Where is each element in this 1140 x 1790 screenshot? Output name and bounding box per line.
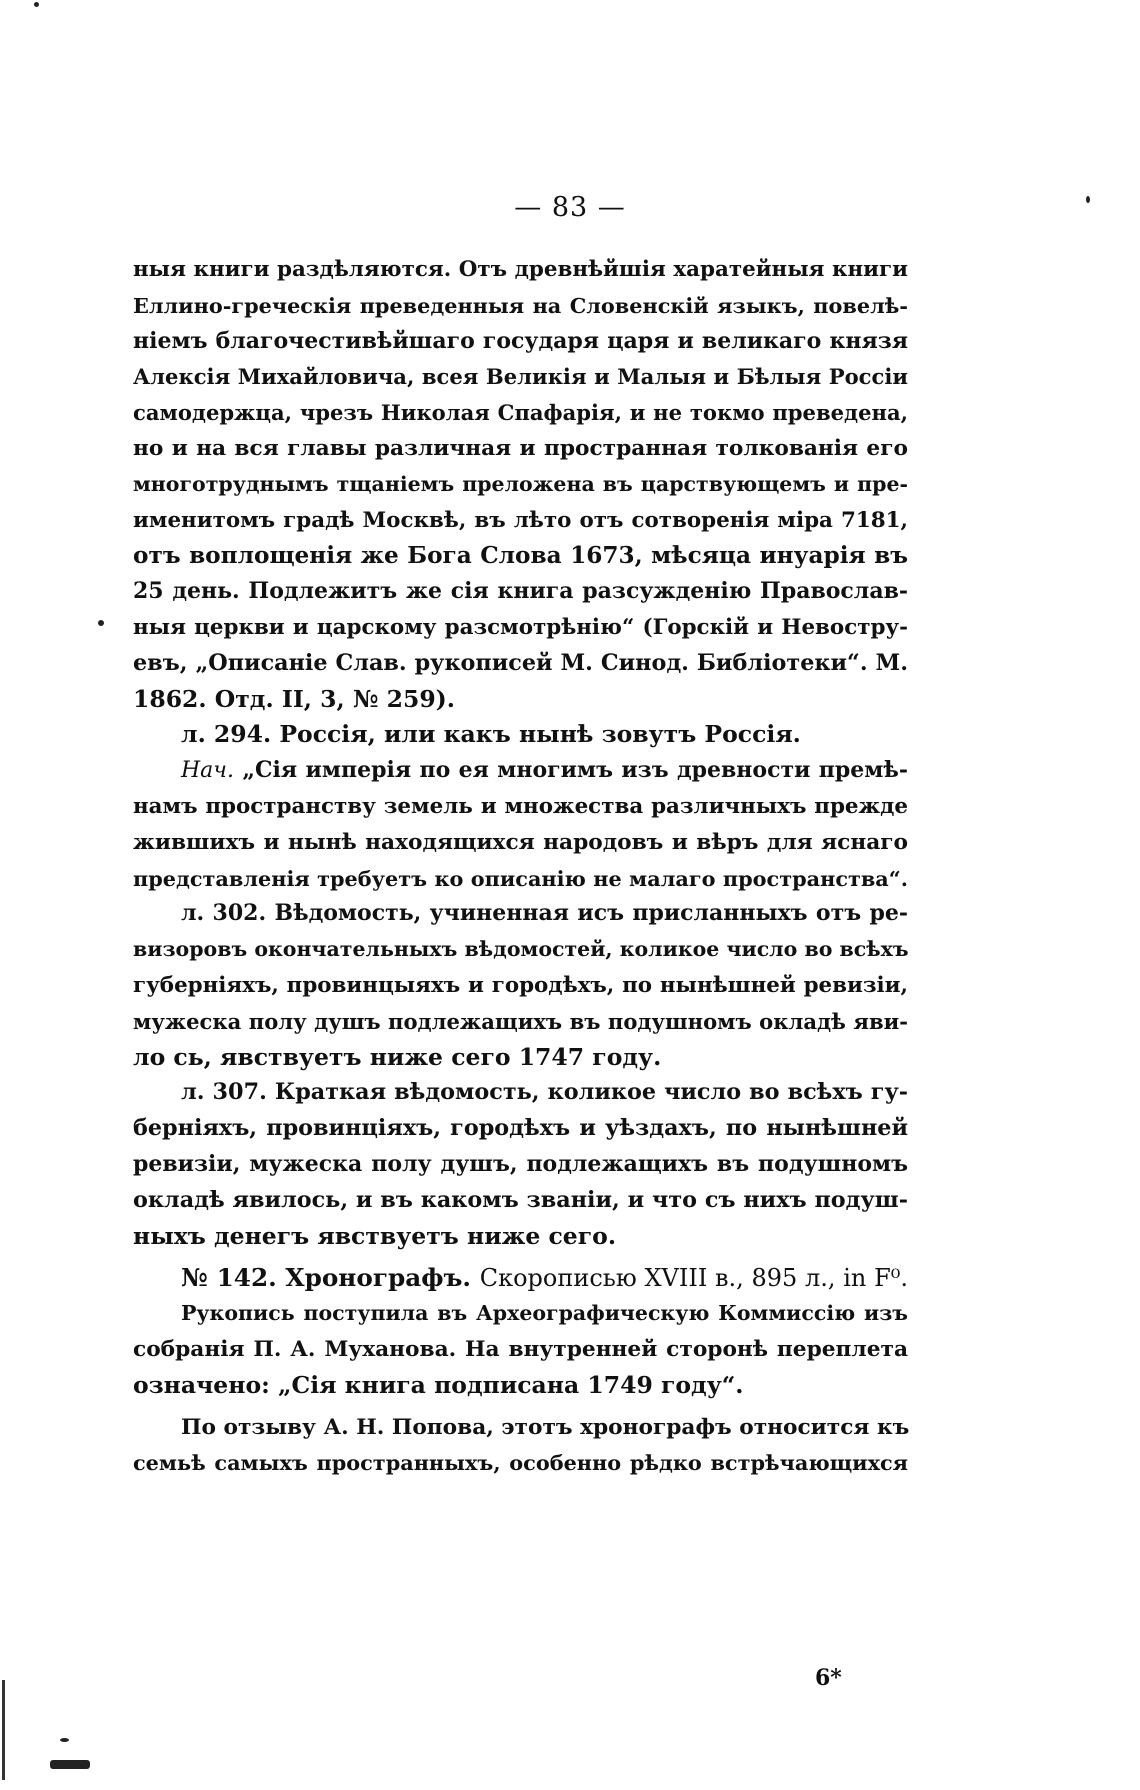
text-line: многотруднымъ тщаніемъ преложена въ царствующемъ и пре- (133, 471, 908, 496)
scan-speck (1086, 196, 1090, 203)
text-line: 1862. Отд. II, 3, № 259). (133, 684, 455, 713)
text-line: Еллино-греческія преведенныя на Словенскій языкъ, повелѣ- (133, 292, 908, 318)
scan-speck (60, 1738, 69, 1742)
text-line: губерніяхъ, провинцыяхъ и городѣхъ, по нынѣшней ревизіи, (133, 972, 908, 998)
text-line: намъ пространству земель и множества различныхъ прежде (133, 793, 908, 819)
text-line: ныя книги раздѣляются. Отъ древнѣйшія харатейныя книги (133, 257, 908, 282)
text-line: семьѣ самыхъ пространныхъ, особенно рѣдко встрѣчающихся (133, 1450, 908, 1476)
page-number: — 83 — (514, 192, 626, 223)
text-line: Алексія Михайловича, всея Великія и Малыя и Бѣлыя Россіи (133, 364, 908, 390)
text-line: л. 302. Вѣдомость, учиненная исъ присланныхъ отъ ре- (181, 900, 908, 927)
entry-heading (133, 1260, 908, 1296)
text-line: ревизіи, мужеска полу душъ, подлежащихъ въ подушномъ (133, 1150, 908, 1177)
text-line: л. 307. Краткая вѣдомость, коликое число во всѣхъ гу- (181, 1079, 908, 1106)
signature-mark: 6* (815, 1665, 842, 1691)
text-line: евъ, „Описаніе Слав. рукописей М. Синод. Библіотеки“. М. (133, 649, 908, 676)
text-line: именитомъ градѣ Москвѣ, въ лѣто отъ сотворенія міра 7181, (133, 507, 908, 533)
scan-edge-mark (2, 1680, 5, 1780)
nach-label: Нач. (181, 758, 234, 784)
text-line: визоровъ окончательныхъ вѣдомостей, коликое число во всѣхъ (133, 937, 909, 962)
text-line: представленія требуетъ ко описанію не малаго пространства“. (133, 865, 908, 891)
scan-speck (34, 2, 39, 7)
entry-title: Хронографъ. (285, 1263, 472, 1293)
text-line: окладѣ явилось, и въ какомъ званіи, и что съ нихъ подуш- (133, 1186, 908, 1213)
text-line: означено: „Сія книга подписана 1749 году“. (133, 1370, 744, 1399)
text-line: самодержца, чрезъ Николая Спафарія, и не токмо преведена, (133, 400, 908, 426)
text-line: По отзыву А. Н. Попова, этотъ хронографъ относится къ (181, 1414, 910, 1440)
text-line: 25 день. Подлежитъ же сія книга разсужденію Православ- (133, 578, 908, 605)
text-line: берніяхъ, провинціяхъ, городѣхъ и уѣздахъ, по нынѣшней (133, 1115, 908, 1142)
text-line: Рукопись поступила въ Археографическую Коммиссію изъ (181, 1301, 908, 1326)
nach-quote: „Сія имперія по ея многимъ изъ древности премѣ- (242, 757, 909, 784)
entry-number: № 142. (181, 1263, 277, 1293)
text-line: жившихъ и нынѣ находящихся народовъ и вѣръ для яснаго (133, 829, 908, 855)
text-line: ныхъ денегъ явствуетъ ниже сего. (133, 1221, 617, 1250)
text-line: ло сь, явствуетъ ниже сего 1747 году. (133, 1042, 662, 1071)
text-line: отъ воплощенія же Бога Слова 1673, мѣсяца инуарія въ (133, 542, 908, 570)
scan-speck (50, 1760, 90, 1769)
text-line: собранія П. А. Муханова. На внутренней сторонѣ переплета (133, 1336, 908, 1362)
text-line: ніемъ благочестивѣйшаго государя царя и великаго князя (133, 327, 908, 354)
main-text (133, 252, 908, 1481)
text-line: ныя церкви и царскому разсмотрѣнію“ (Горскій и Невостру- (133, 614, 908, 640)
text-line: мужеска полу душъ подлежащихъ въ подушномъ окладѣ яви- (133, 1008, 908, 1034)
text-line (133, 753, 908, 789)
scan-speck (98, 620, 104, 626)
text-line: л. 294. Россія, или какъ нынѣ зовутъ Россія. (181, 720, 801, 749)
text-line: но и на вся главы различная и пространная толкованія его (133, 435, 908, 461)
entry-description: Скорописью XVIII в., 895 л., in F⁰. (479, 1264, 908, 1293)
